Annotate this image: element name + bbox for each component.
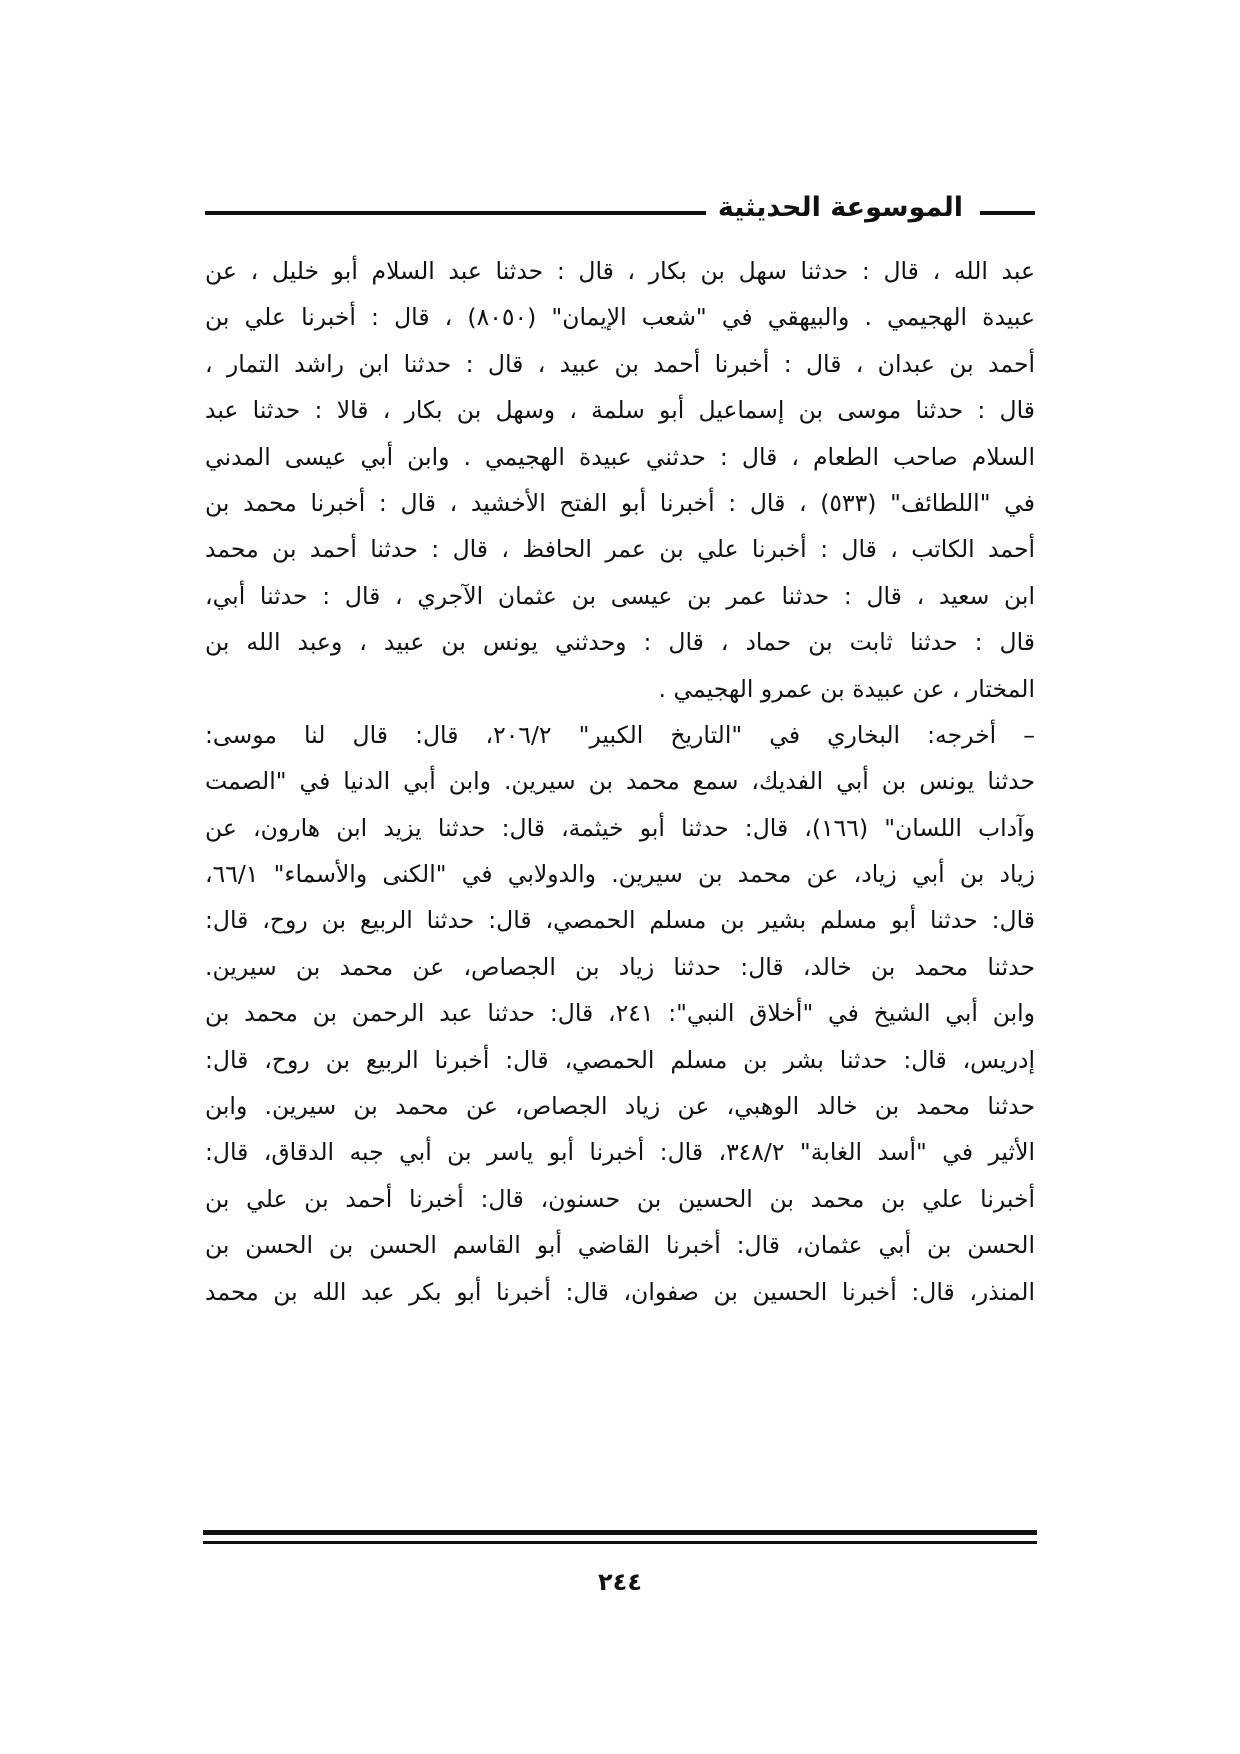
header-title: الموسوعة الحديثية (706, 190, 975, 226)
text-line: في "اللطائف" (٥٣٣) ، قال : أخبرنا أبو الفتح الأخشيد ، قال : أخبرنا محمد بن (205, 488, 1035, 517)
text-line: حدثنا محمد بن خالد، قال: حدثنا زياد بن الجصاص، عن محمد بن سيرين. (205, 952, 1035, 981)
text-line: الأثير في "أسد الغابة" ٣٤٨/٢، قال: أخبرنا أبو ياسر بن أبي جبه الدقاق، قال: (205, 1138, 1035, 1167)
text-line: عبد الله ، قال : حدثنا سهل بن بكار ، قال : حدثنا عبد السلام أبو خليل ، عن (205, 257, 1035, 285)
text-line: المنذر، قال: أخبرنا الحسين بن صفوان، قال: أخبرنا أبو بكر عبد الله بن محمد (205, 1277, 1035, 1306)
text-line: إدريس، قال: حدثنا بشر بن مسلم الحمصي، قال: أخبرنا الربيع بن روح، قال: (205, 1045, 1035, 1074)
running-header (205, 190, 1035, 230)
text-line: ابن سعيد ، قال : حدثنا عمر بن عيسى بن عثمان الآجري ، قال : حدثنا أبي، (205, 581, 1035, 610)
text-line: – أخرجه: البخاري في "التاريخ الكبير" ٢٠٦/٢، قال: قال لنا موسى: (205, 720, 1035, 749)
page-number: ٢٤٤ (598, 1568, 642, 1596)
text-line: أحمد الكاتب ، قال : أخبرنا علي بن عمر الحافظ ، قال : حدثنا أحمد بن محمد (205, 535, 1035, 564)
text-line: عبيدة الهجيمي . والبيهقي في "شعب الإيمان" (٨٠٥٠) ، قال : أخبرنا علي بن (205, 303, 1035, 332)
paragraph-1 (205, 248, 1035, 712)
text-line: أخبرنا علي بن محمد بن الحسين بن حسنون، قال: أخبرنا أحمد بن علي بن (205, 1184, 1035, 1213)
text-line: زياد بن أبي زياد، عن محمد بن سيرين. والدولابي في "الكنى والأسماء" ٦٦/١، (205, 860, 1035, 889)
text-line: وابن أبي الشيخ في "أخلاق النبي": ٢٤١، قال: حدثنا عبد الرحمن بن محمد بن (205, 999, 1035, 1028)
text-line: قال: حدثنا أبو مسلم بشير بن مسلم الحمصي، قال: حدثنا الربيع بن روح، قال: (205, 906, 1035, 935)
footer-rule-top (203, 1530, 1037, 1535)
text-line: المختار ، عن عبيدة بن عمرو الهجيمي . (658, 674, 1035, 703)
page-body (205, 248, 1035, 1315)
text-line: حدثنا محمد بن خالد الوهبي، عن زياد الجصاص، عن محمد بن سيرين. وابن (205, 1092, 1035, 1121)
text-line: قال : حدثنا ثابت بن حماد ، قال : وحدثني يونس بن عبيد ، وعبد الله بن (205, 628, 1035, 657)
text-line: أحمد بن عبدان ، قال : أخبرنا أحمد بن عبيد ، قال : حدثنا ابن راشد التمار ، (205, 349, 1035, 378)
text-line: قال : حدثنا موسى بن إسماعيل أبو سلمة ، وسهل بن بكار ، قالا : حدثنا عبد (205, 396, 1035, 425)
header-rule-left (205, 211, 725, 215)
text-line: حدثنا يونس بن أبي الفديك، سمع محمد بن سيرين. وابن أبي الدنيا في "الصمت (205, 767, 1035, 796)
footer-rule-bottom (203, 1541, 1037, 1544)
paragraph-2 (205, 712, 1035, 1315)
text-line: السلام صاحب الطعام ، قال : حدثني عبيدة الهجيمي . وابن أبي عيسى المدني (205, 442, 1035, 471)
header-rule-right (980, 211, 1035, 215)
text-line: وآداب اللسان" (١٦٦)، قال: حدثنا أبو خيثمة، قال: حدثنا يزيد ابن هارون، عن (205, 813, 1035, 842)
text-line: الحسن بن أبي عثمان، قال: أخبرنا القاضي أبو القاسم الحسن بن الحسن بن (205, 1231, 1035, 1260)
